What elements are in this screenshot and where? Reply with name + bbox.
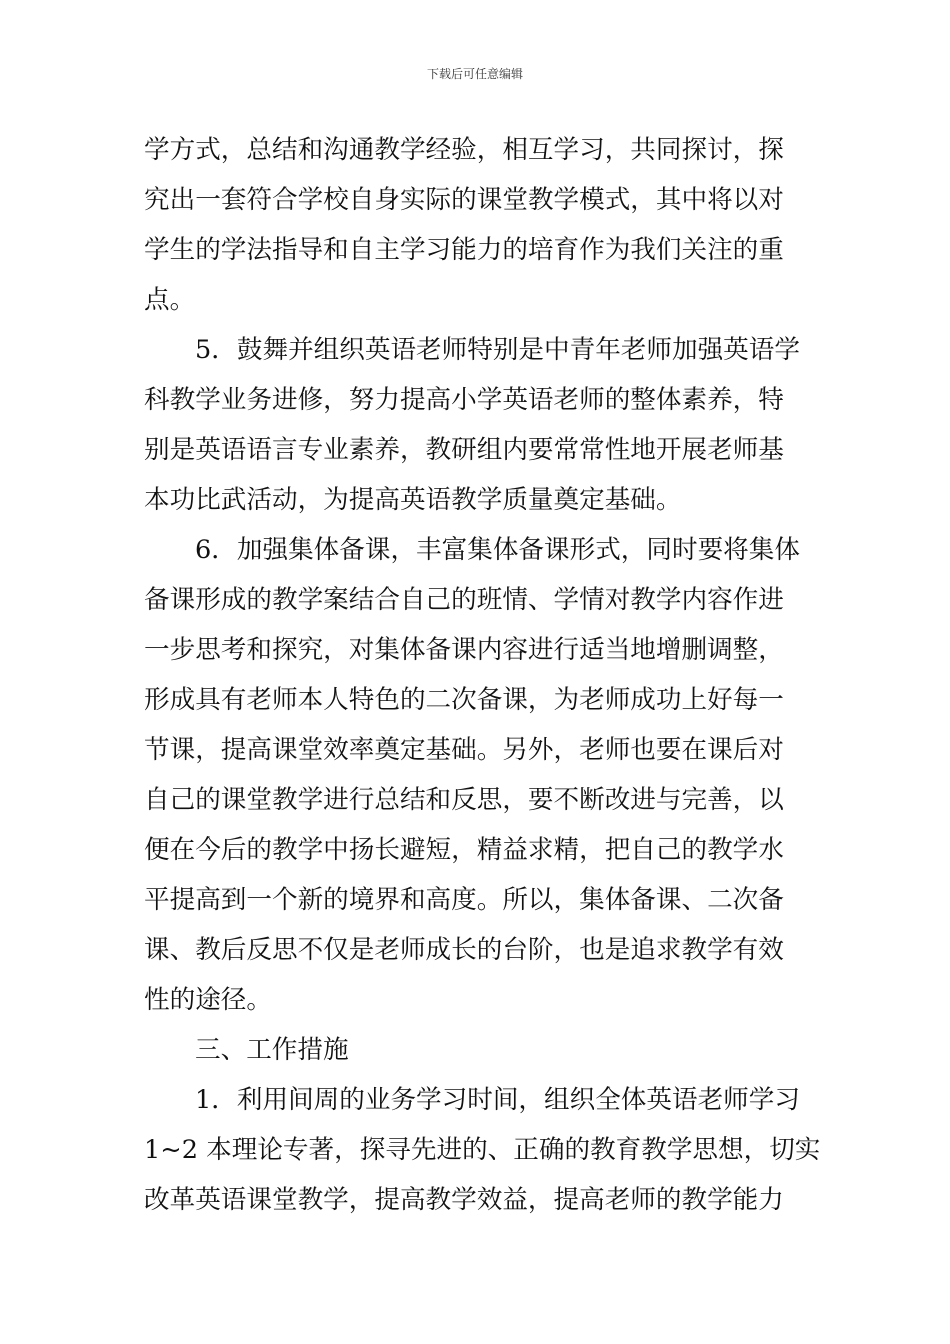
text-line: 学方式，总结和沟通教学经验，相互学习，共同探讨，探	[144, 135, 784, 165]
text-line: 科教学业务进修，努力提高小学英语老师的整体素养，特	[144, 385, 784, 415]
text-line: 1．利用间周的业务学习时间，组织全体英语老师学习	[195, 1085, 800, 1115]
section-heading: 三、工作措施	[195, 1035, 349, 1065]
text-line: 性的途径。	[144, 985, 272, 1015]
text-line: 自己的课堂教学进行总结和反思，要不断改进与完善，以	[144, 785, 784, 815]
text-line: 节课，提高课堂效率奠定基础。另外，老师也要在课后对	[144, 735, 784, 765]
text-line: 改革英语课堂教学，提高教学效益，提高老师的教学能力	[144, 1185, 784, 1215]
text-line: 1~2 本理论专著，探寻先进的、正确的教育教学思想，切实	[144, 1135, 821, 1165]
text-line: 5．鼓舞并组织英语老师特别是中青年老师加强英语学	[195, 335, 800, 365]
text-line: 课、教后反思不仅是老师成长的台阶，也是追求教学有效	[144, 935, 784, 965]
text-line: 本功比武活动，为提高英语教学质量奠定基础。	[144, 485, 682, 515]
text-line: 点。	[144, 285, 196, 315]
text-line: 究出一套符合学校自身实际的课堂教学模式，其中将以对	[144, 185, 784, 215]
text-line: 6．加强集体备课，丰富集体备课形式，同时要将集体	[195, 535, 800, 565]
text-line: 别是英语语言专业素养，教研组内要常常性地开展老师基	[144, 435, 784, 465]
text-line: 形成具有老师本人特色的二次备课，为老师成功上好每一	[144, 685, 784, 715]
text-line: 平提高到一个新的境界和高度。所以，集体备课、二次备	[144, 885, 784, 915]
text-line: 一步思考和探究，对集体备课内容进行适当地增删调整，	[144, 635, 784, 665]
text-line: 备课形成的教学案结合自己的班情、学情对教学内容作进	[144, 585, 784, 615]
text-line: 学生的学法指导和自主学习能力的培育作为我们关注的重	[144, 235, 784, 265]
page-header-note: 下载后可任意编辑	[426, 67, 523, 81]
text-line: 便在今后的教学中扬长避短，精益求精，把自己的教学水	[144, 835, 784, 865]
